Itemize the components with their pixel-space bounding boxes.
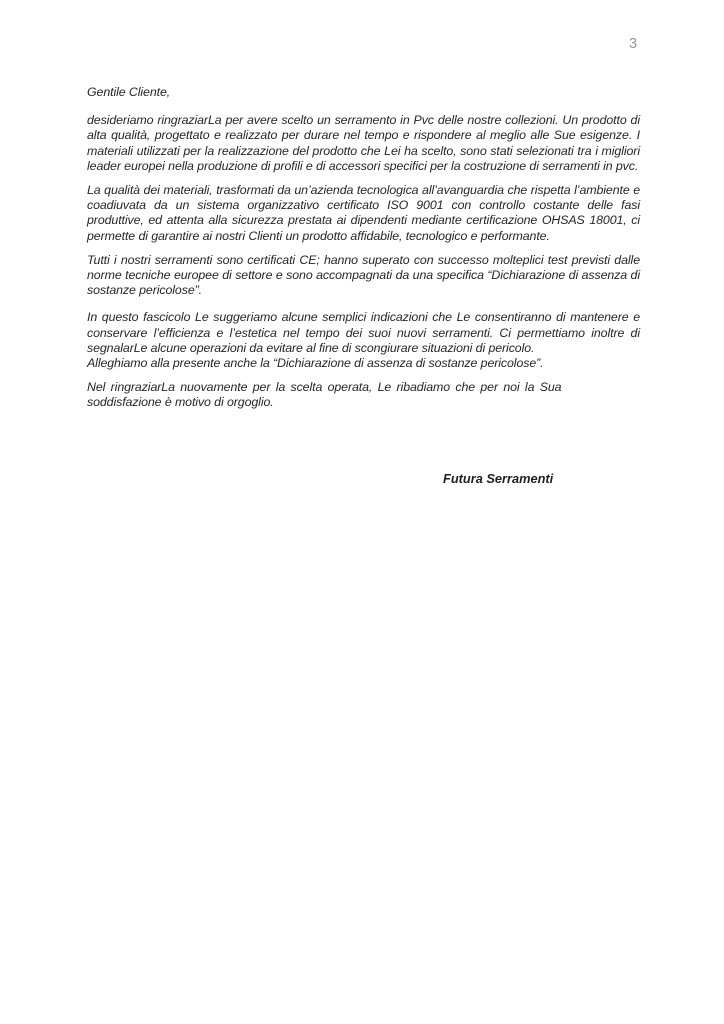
signature-company-name: Futura Serramenti <box>443 470 554 486</box>
paragraph-booklet-instructions: In questo fascicolo Le suggeriamo alcune semplici indicazioni che Le consentiranno di mantenere e conservare l’efficienza e l’estetica nel tempo dei suoi nuovi serramenti. Ci permettiamo inoltre di segnalarLe alcune operazioni da evitare al fine di scongiurare situazioni di pericolo. <box>87 310 640 355</box>
letter-body <box>87 85 640 486</box>
paragraph-ce-certification: Tutti i nostri serramenti sono certificati CE; hanno superato con successo molteplici test previsti dalle norme tecniche europee di settore e sono accompagnati da una specifica “Dichiarazione di assenza di sostanze pericolose”. <box>87 252 640 298</box>
paragraph-quality-certifications: La qualità dei materiali, trasformati da un’azienda tecnologica all’avanguardia che rispetta l’ambiente e coadiuvata da un sistema organizzativo certificato ISO 9001 con controllo costante delle fasi produttive, ed attenta alla sicurezza prestata ai dipendenti mediante certificazione OHSAS 18001, ci permette di garantire ai nostri Clienti un prodotto affidabile, tecnologico e performante. <box>87 183 640 243</box>
closing-paragraph <box>87 380 640 410</box>
salutation: Gentile Cliente, <box>87 85 171 99</box>
closing-line-2: soddisfazione è motivo di orgoglio. <box>87 395 274 410</box>
paragraph-attachment-note: Alleghiamo alla presente anche la “Dichiarazione di assenza di sostanze pericolose”. <box>87 356 544 371</box>
closing-line-1: Nel ringraziarLa nuovamente per la scelta operata, Le ribadiamo che per noi la Sua <box>87 380 562 395</box>
page-number: 3 <box>629 36 638 52</box>
paragraph-product-choice: desideriamo ringraziarLa per avere scelto un serramento in Pvc delle nostre collezioni. Un prodotto di alta qualità, progettato e realizzato per durare nel tempo e rispondere al meglio alle Sue esigenze. I materiali utilizzati per la realizzazione del prodotto che Lei ha scelto, sono stati selezionati tra i migliori leader europei nella produzione di profili e di accessori specifici per la costruzione di serramenti in pvc. <box>87 113 640 173</box>
